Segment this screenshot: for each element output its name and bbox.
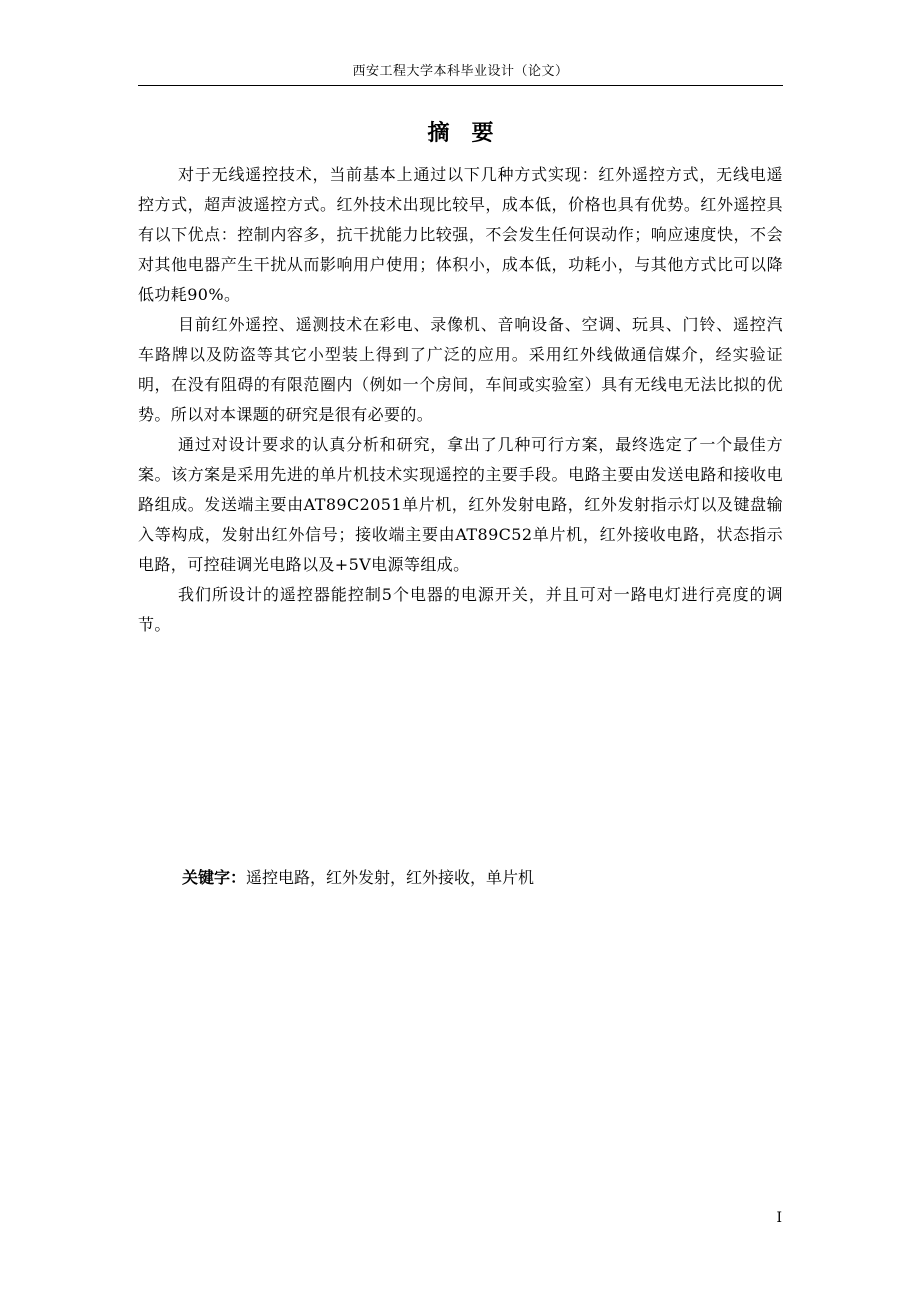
abstract-paragraph-2: 目前红外遥控、遥测技术在彩电、录像机、音响设备、空调、玩具、门铃、遥控汽车路牌以及防盗等其它小型装上得到了广泛的应用。采用红外线做通信媒介，经实验证明，在没有阻碍的有限范圈内（例如一个房间，车间或实验室）具有无线电无法比拟的优势。所以对本课题的研究是很有必要的。 [138, 315, 783, 424]
running-header: 西安工程大学本科毕业设计（论文） [352, 64, 569, 79]
keywords-label: 关键字： [182, 868, 247, 887]
abstract-title: 摘 要 [427, 121, 494, 146]
keywords-line [182, 864, 782, 892]
abstract-paragraph-1: 对于无线遥控技术，当前基本上通过以下几种方式实现：红外遥控方式，无线电遥控方式，超声波遥控方式。红外技术出现比较早，成本低，价格也具有优势。红外遥控具有以下优点：控制内容多，抗干扰能力比较强，不会发生任何误动作；响应速度快，不会对其他电器产生干扰从而影响用户使用；体积小，成本低，功耗小，与其他方式比可以降低功耗90%。 [138, 165, 783, 304]
keywords-value: 遥控电路，红外发射，红外接收，单片机 [246, 868, 535, 887]
abstract-paragraph-3: 通过对设计要求的认真分析和研究，拿出了几种可行方案，最终选定了一个最佳方案。该方案是采用先进的单片机技术实现遥控的主要手段。电路主要由发送电路和接收电路组成。发送端主要由AT89C2051单片机，红外发射电路，红外发射指示灯以及键盘输入等构成，发射出红外信号；接收端主要由AT89C52单片机，红外接收电路，状态指示电路，可控硅调光电路以及+5V电源等组成。 [138, 435, 783, 574]
abstract-paragraph-4: 我们所设计的遥控器能控制5个电器的电源开关，并且可对一路电灯进行亮度的调节。 [138, 585, 783, 634]
abstract-body [138, 160, 783, 640]
page-number: I [776, 1210, 782, 1226]
header-rule [138, 85, 783, 86]
